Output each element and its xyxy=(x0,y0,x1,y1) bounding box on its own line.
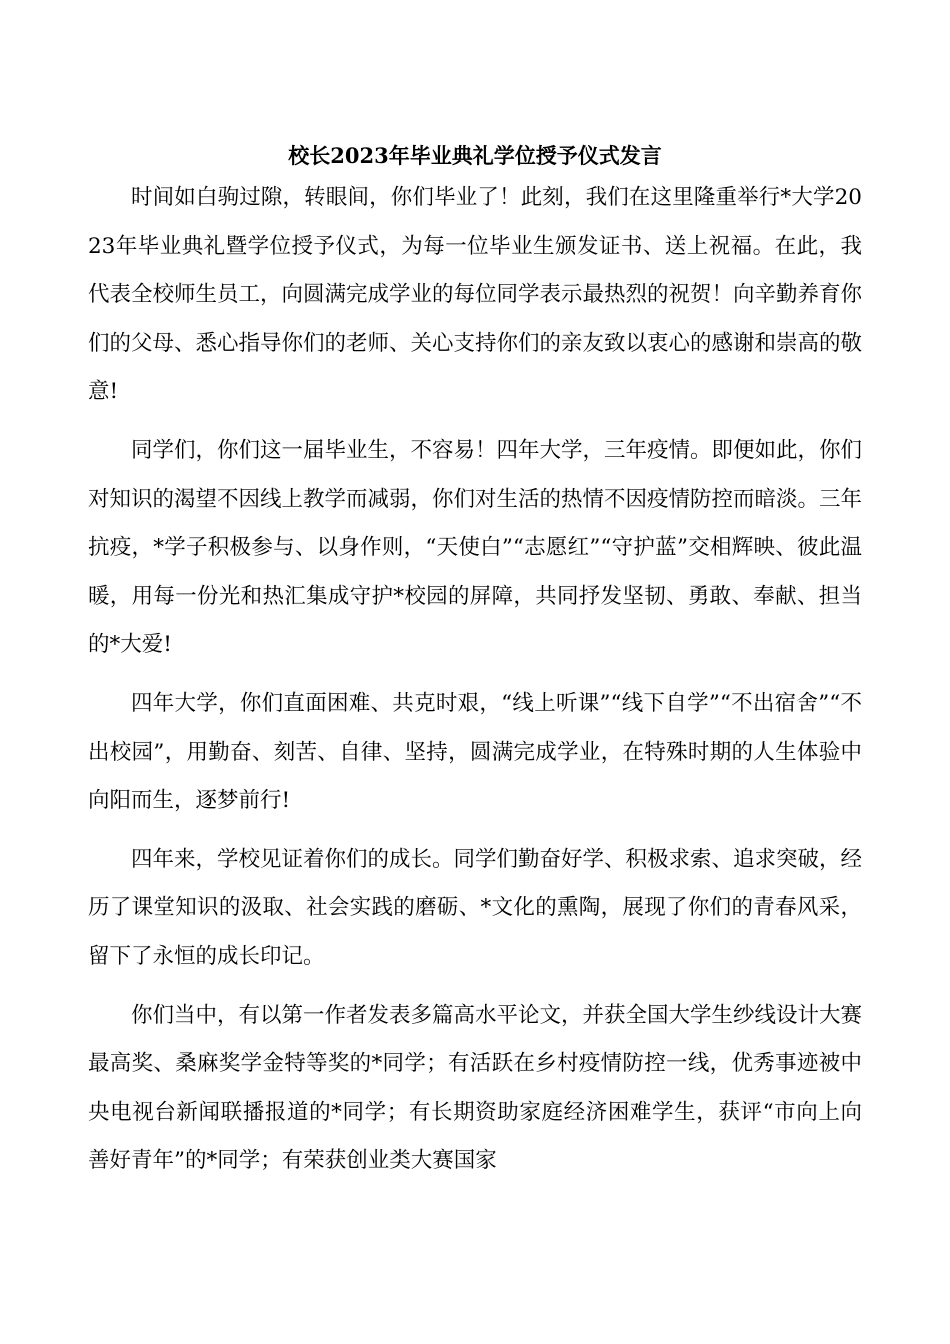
paragraph-2: 同学们，你们这一届毕业生，不容易！四年大学，三年疫情。即便如此，你们对知识的渴望不因线上教学而减弱，你们对生活的热情不因疫情防控而暗淡。三年抗疫，*学子积极参与、以身作则，“天使白”“志愿红”“守护蓝”交相辉映、彼此温暖，用每一份光和热汇集成守护*校园的屏障，共同抒发坚韧、勇敢、奉献、担当的*大爱! xyxy=(88,437,863,658)
paragraph-4: 四年来，学校见证着你们的成长。同学们勤奋好学、积极求索、追求突破，经历了课堂知识的汲取、社会实践的磨砺、*文化的熏陶，展现了你们的青春风采，留下了永恒的成长印记。 xyxy=(88,846,863,969)
paragraph-3: 四年大学，你们直面困难、共克时艰，“线上听课”“线下自学”“不出宿舍”“不出校园”，用勤奋、刻苦、自律、坚持，圆满完成学业，在特殊时期的人生体验中向阳而生，逐梦前行! xyxy=(88,690,862,814)
document-title: 校长2023年毕业典礼学位授予仪式发言 xyxy=(288,143,662,168)
paragraph-1: 时间如白驹过隙，转眼间，你们毕业了！此刻，我们在这里隆重举行*大学2023年毕业典礼暨学位授予仪式，为每一位毕业生颁发证书、送上祝福。在此，我代表全校师生员工，向圆满完成学业的每位同学表示最热烈的祝贺！向辛勤养育你们的父母、悉心指导你们的老师、关心支持你们的亲友致以衷心的感谢和崇高的敬意! xyxy=(88,185,863,405)
paragraph-5: 你们当中，有以第一作者发表多篇高水平论文，并获全国大学生纱线设计大赛最高奖、桑麻奖学金特等奖的*同学；有活跃在乡村疫情防控一线，优秀事迹被中央电视台新闻联播报道的*同学；有长期资助家庭经济困难学生，获评“市向上向善好青年”的*同学；有荣获创业类大赛国家 xyxy=(88,1002,863,1174)
document-body xyxy=(88,174,862,1196)
